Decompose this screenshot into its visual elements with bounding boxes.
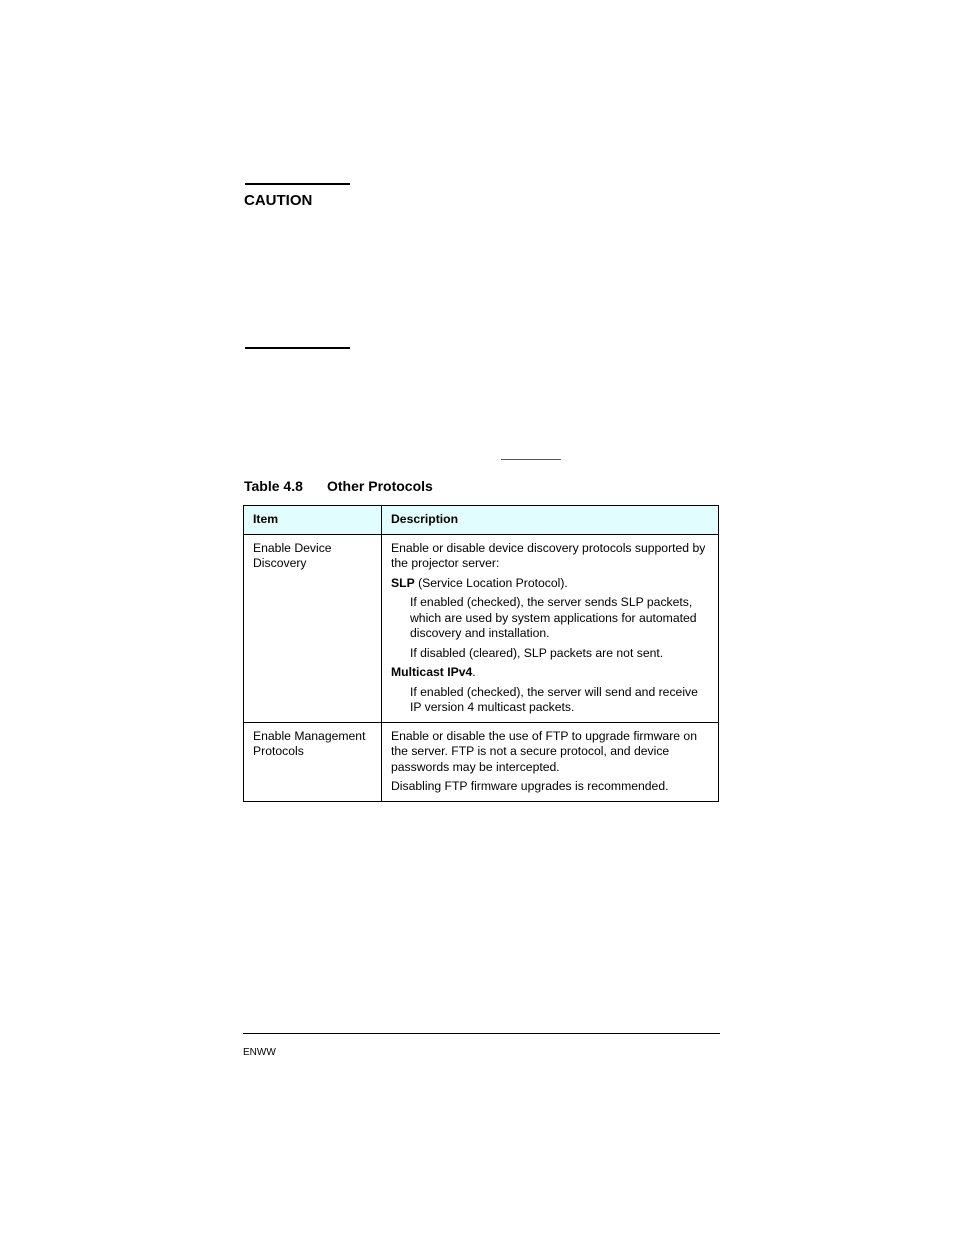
multicast-line [391, 665, 710, 681]
table-row [244, 722, 719, 801]
table-caption-title: Other Protocols [327, 478, 433, 494]
footer-rule [243, 1033, 720, 1034]
multicast-label: Multicast IPv4 [391, 665, 473, 679]
slp-label: SLP [391, 575, 415, 590]
other-protocols-table [243, 505, 719, 802]
row-item-management-protocols: Enable Management Protocols [244, 722, 382, 801]
caution-top-rule [245, 183, 350, 185]
table-row [244, 534, 719, 722]
row-desc-device-discovery [382, 534, 719, 722]
caution-label: CAUTION [244, 192, 313, 209]
header-description: Description [382, 506, 719, 535]
table-caption-number: Table 4.8 [244, 478, 303, 494]
cross-reference-link[interactable] [501, 447, 561, 460]
slp-enabled-text: If enabled (checked), the server sends SLP packets, which are used by system applications for automated discovery and installation. [410, 595, 697, 640]
discovery-intro: Enable or disable device discovery protocols supported by the projector server: [391, 540, 706, 570]
slp-disabled-text: If disabled (cleared), SLP packets are not sent. [410, 645, 664, 660]
caution-bottom-rule [245, 347, 350, 349]
slp-desc: (Service Location Protocol). [414, 575, 568, 590]
row-item-device-discovery: Enable Device Discovery [244, 534, 382, 722]
ftp-description: Enable or disable the use of FTP to upgrade firmware on the server. FTP is not a secure protocol, and device passwords may be intercepted. [391, 728, 697, 774]
footer-text: ENWW [243, 1047, 276, 1058]
multicast-enabled-text: If enabled (checked), the server will send and receive IP version 4 multicast packets. [410, 684, 698, 714]
row-desc-management-protocols [382, 722, 719, 801]
ftp-recommendation: Disabling FTP firmware upgrades is recommended. [391, 779, 669, 793]
table-caption [244, 478, 433, 494]
multicast-suffix: . [472, 665, 476, 679]
header-item: Item [244, 506, 382, 535]
table-header-row [244, 506, 719, 535]
slp-line [391, 576, 710, 592]
